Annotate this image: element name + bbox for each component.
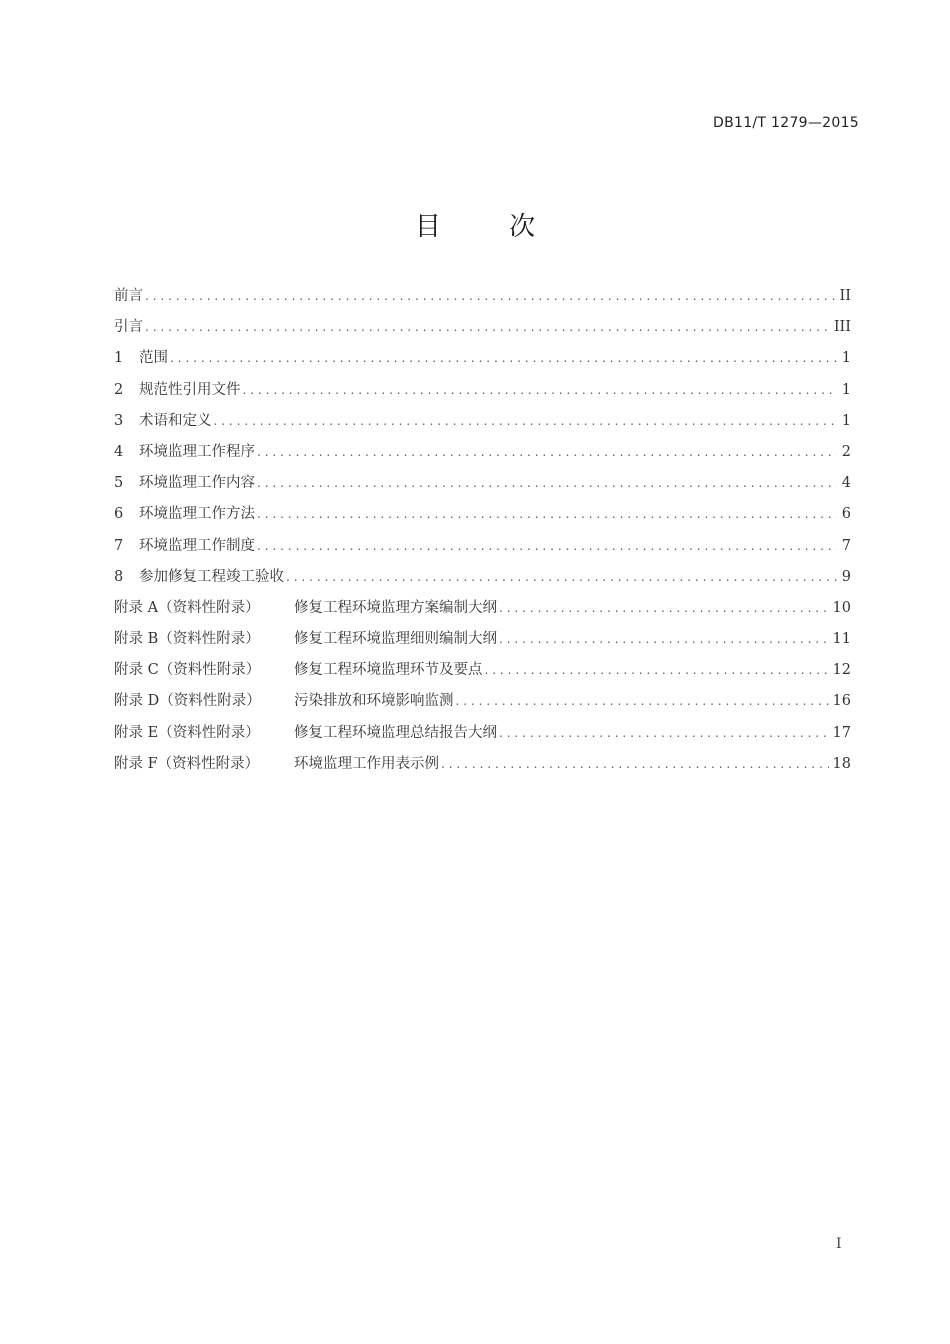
toc-entry-page: 1 xyxy=(841,381,851,398)
dot-leader xyxy=(145,320,830,334)
toc-entry-page: 7 xyxy=(841,537,851,554)
toc-entry-section-7[interactable] xyxy=(114,534,851,565)
toc-entry-section-8[interactable] xyxy=(114,565,851,596)
toc-entry-page: II xyxy=(839,288,851,304)
toc-entry-appendix-d[interactable] xyxy=(114,689,851,720)
dot-leader xyxy=(257,476,837,490)
toc-entry-foreword[interactable] xyxy=(114,284,851,315)
toc-entry-number: 8 xyxy=(114,568,124,585)
toc-appendix-prefix: 附录 E（资料性附录） xyxy=(114,724,260,741)
toc-entry-label: 前言 xyxy=(114,288,143,304)
toc-entry-page: 18 xyxy=(832,755,851,772)
toc-entry-label: 环境监理工作制度 xyxy=(139,537,255,554)
dot-leader xyxy=(441,757,829,771)
toc-entry-section-4[interactable] xyxy=(114,440,851,471)
dot-leader xyxy=(145,289,836,303)
toc-entry-page: 16 xyxy=(832,693,851,710)
toc-appendix-prefix: 附录 F（资料性附录） xyxy=(114,755,260,772)
toc-entry-page: 12 xyxy=(832,662,851,679)
toc-entry-label: 修复工程环境监理总结报告大纲 xyxy=(294,724,497,741)
toc-entry-number: 5 xyxy=(114,475,124,492)
toc-entry-number: 6 xyxy=(114,506,124,523)
toc-entry-page: 9 xyxy=(841,568,851,585)
toc-entry-label: 修复工程环境监理环节及要点 xyxy=(294,662,483,679)
toc-appendix-prefix: 附录 D（资料性附录） xyxy=(114,693,261,710)
toc-entry-label: 污染排放和环境影响监测 xyxy=(294,693,454,710)
toc-entry-section-6[interactable] xyxy=(114,502,851,533)
toc-entry-appendix-a[interactable] xyxy=(114,596,851,627)
dot-leader xyxy=(456,694,829,708)
document-code: DB11/T 1279—2015 xyxy=(713,115,859,131)
toc-entry-number: 4 xyxy=(114,443,124,460)
toc-entry-section-3[interactable] xyxy=(114,409,851,440)
toc-entry-section-2[interactable] xyxy=(114,378,851,409)
toc-entry-label: 规范性引用文件 xyxy=(139,381,241,398)
toc-entry-appendix-c[interactable] xyxy=(114,658,851,689)
toc-entry-page: 11 xyxy=(832,631,851,648)
dot-leader xyxy=(214,414,838,428)
toc-entry-label: 术语和定义 xyxy=(139,412,212,429)
toc-entry-appendix-f[interactable] xyxy=(114,752,851,783)
toc-appendix-prefix: 附录 A（资料性附录） xyxy=(114,599,260,616)
toc-entry-appendix-e[interactable] xyxy=(114,721,851,752)
dot-leader xyxy=(499,726,829,740)
toc-entry-label: 修复工程环境监理细则编制大纲 xyxy=(294,631,497,648)
toc-entry-page: 17 xyxy=(832,724,851,741)
toc-entry-label: 环境监理工作方法 xyxy=(139,506,255,523)
page-title: 目 次 xyxy=(414,212,566,242)
toc-entry-label: 环境监理工作程序 xyxy=(139,443,255,460)
toc-entry-page: 1 xyxy=(841,412,851,429)
dot-leader xyxy=(257,539,837,553)
toc-entry-page: 1 xyxy=(841,350,851,367)
dot-leader xyxy=(170,351,837,365)
dot-leader xyxy=(499,632,829,646)
toc-entry-number: 2 xyxy=(114,381,124,398)
toc-entry-label: 参加修复工程竣工验收 xyxy=(139,568,284,585)
toc-entry-label: 环境监理工作用表示例 xyxy=(294,755,439,772)
toc-entry-page: 10 xyxy=(832,599,851,616)
toc-entry-page: 2 xyxy=(841,443,851,460)
table-of-contents xyxy=(114,284,851,783)
toc-entry-label: 范围 xyxy=(139,350,168,367)
dot-leader xyxy=(257,507,837,521)
toc-entry-section-5[interactable] xyxy=(114,471,851,502)
dot-leader xyxy=(243,383,838,397)
toc-entry-page: 4 xyxy=(841,475,851,492)
toc-appendix-prefix: 附录 B（资料性附录） xyxy=(114,631,260,648)
toc-entry-introduction[interactable] xyxy=(114,315,851,346)
toc-entry-section-1[interactable] xyxy=(114,346,851,377)
toc-entry-page: 6 xyxy=(841,506,851,523)
toc-entry-appendix-b[interactable] xyxy=(114,627,851,658)
dot-leader xyxy=(257,445,837,459)
toc-entry-page: III xyxy=(833,319,851,336)
toc-entry-label: 环境监理工作内容 xyxy=(139,475,255,492)
toc-entry-label: 修复工程环境监理方案编制大纲 xyxy=(294,599,497,616)
dot-leader xyxy=(286,570,837,584)
toc-entry-label: 引言 xyxy=(114,319,143,336)
toc-entry-number: 7 xyxy=(114,537,124,554)
toc-appendix-prefix: 附录 C（资料性附录） xyxy=(114,662,261,679)
toc-entry-number: 1 xyxy=(114,350,124,367)
dot-leader xyxy=(499,601,829,615)
page-number: I xyxy=(836,1236,842,1252)
toc-entry-number: 3 xyxy=(114,412,124,429)
dot-leader xyxy=(485,663,829,677)
